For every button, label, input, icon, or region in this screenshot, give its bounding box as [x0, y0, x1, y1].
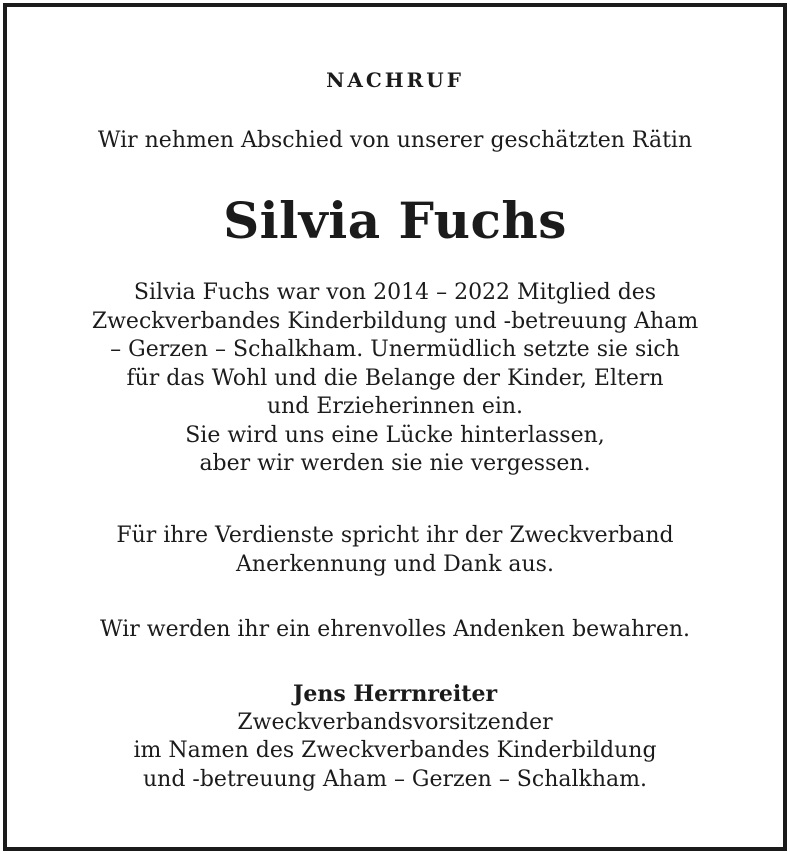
farewell-intro: Wir nehmen Abschied von unserer geschätzten Rätin	[97, 128, 693, 153]
deceased-name: Silvia Fuchs	[223, 191, 567, 250]
remembrance-line: Wir werden ihr ein ehrenvolles Andenken bewahren.	[99, 617, 691, 642]
signer-organization: und -betreuung Aham – Gerzen – Schalkham.	[143, 766, 647, 792]
tribute-line: Zweckverbandes Kinderbildung und -betreuung Aham	[91, 308, 699, 334]
tribute-line: aber wir werden sie nie vergessen.	[199, 451, 591, 476]
gratitude-paragraph	[7, 522, 783, 579]
tribute-line: für das Wohl und die Belange der Kinder, Eltern	[126, 365, 664, 391]
tribute-line: Silvia Fuchs war von 2014 – 2022 Mitglied des	[133, 280, 657, 305]
tribute-line: – Gerzen – Schalkham. Unermüdlich setzte sie sich	[110, 337, 680, 362]
signer-title: Zweckverbandsvorsitzender	[237, 709, 553, 735]
obituary-heading: NACHRUF	[326, 68, 464, 92]
signer-name: Jens Herrnreiter	[292, 681, 498, 707]
tribute-line: Sie wird uns eine Lücke hinterlassen,	[185, 422, 605, 448]
remembrance-paragraph	[7, 616, 783, 645]
tribute-line: und Erzieherinnen ein.	[266, 394, 524, 419]
gratitude-line: Anerkennung und Dank aus.	[236, 551, 554, 577]
gratitude-line: Für ihre Verdienste spricht ihr der Zweckverband	[116, 523, 674, 548]
signer-organization: im Namen des Zweckverbandes Kinderbildung	[133, 738, 657, 763]
obituary-content	[7, 7, 783, 847]
tribute-paragraph	[7, 279, 783, 479]
signature-block	[7, 680, 783, 794]
obituary-frame	[3, 3, 787, 851]
